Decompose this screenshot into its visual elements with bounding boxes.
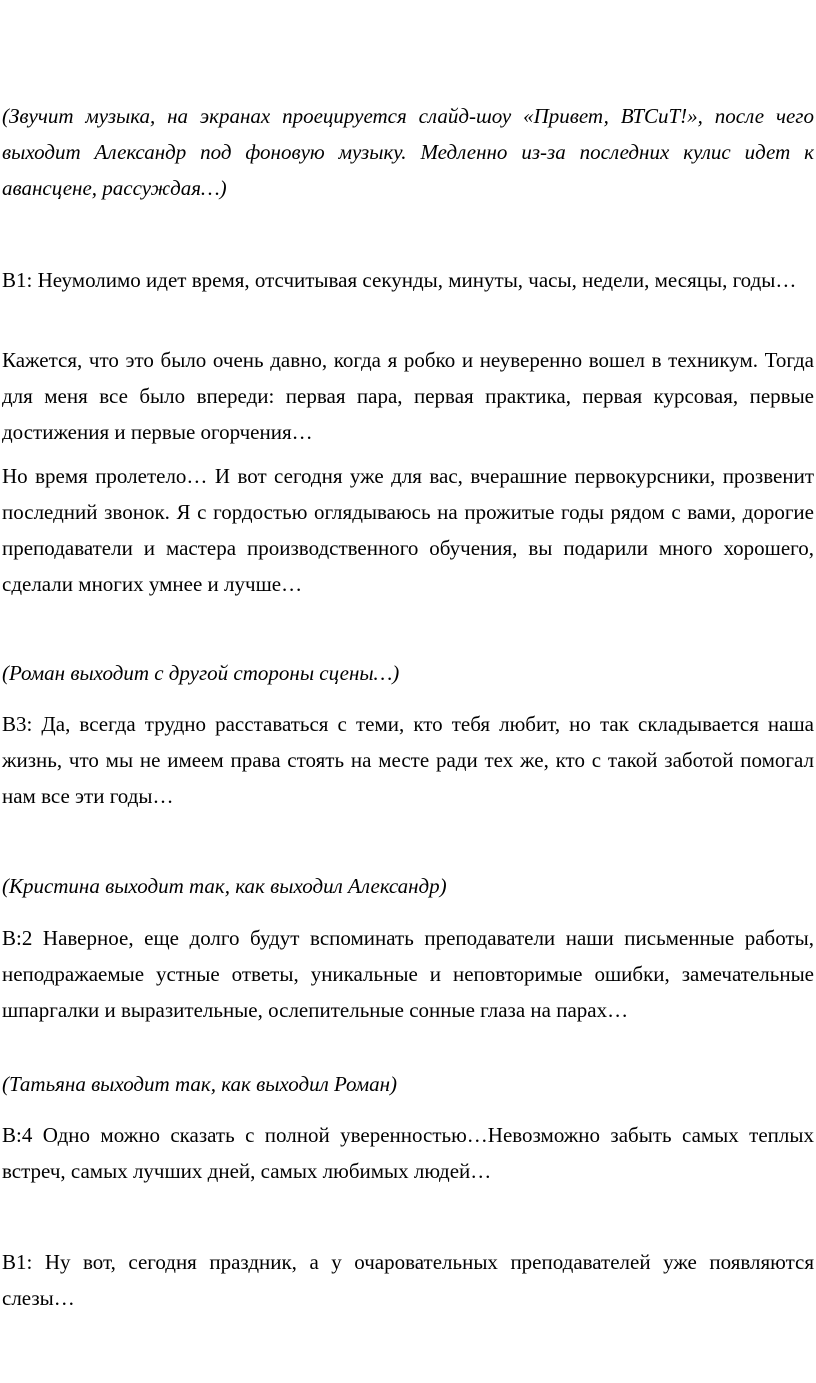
stage-direction: (Звучит музыка, на экранах проецируется слайд-шоу «Привет, ВТСиТ!», после чего выходит Александр под фоновую музыку. Медленно из-за последних кулис идет к авансцене, рассуждая…) <box>2 104 814 200</box>
speech-paragraph: В:2 Наверное, еще долго будут вспоминать преподаватели наши письменные работы, неподражаемые устные ответы, уникальные и неповторимые ошибки, замечательные шпаргалки и выразительные, ослепительные сонные глаза на парах… <box>2 926 814 1022</box>
speech-paragraph: В1: Ну вот, сегодня праздник, а у очаровательных преподавателей уже появляются слезы… <box>2 1250 814 1310</box>
speech-paragraph: Но время пролетело… И вот сегодня уже для вас, вчерашние первокурсники, прозвенит последний звонок. Я с гордостью оглядываюсь на прожитые годы рядом с вами, дорогие преподаватели и мастера производственного обучения, вы подарили много хорошего, сделали многих умнее и лучше… <box>2 464 814 596</box>
stage-direction: (Кристина выходит так, как выходил Александр) <box>2 874 447 898</box>
stage-direction: (Татьяна выходит так, как выходил Роман) <box>2 1072 398 1096</box>
speech-paragraph: В:4 Одно можно сказать с полной уверенностью…Невозможно забыть самых теплых встреч, самых лучших дней, самых любимых людей… <box>2 1123 814 1183</box>
speech-paragraph: Кажется, что это было очень давно, когда я робко и неуверенно вошел в техникум. Тогда для меня все было впереди: первая пара, первая практика, первая курсовая, первые достижения и первые огорчения… <box>2 348 814 444</box>
speech-paragraph: В3: Да, всегда трудно расставаться с теми, кто тебя любит, но так складывается наша жизнь, что мы не имеем права стоять на месте ради тех же, кто с такой заботой помогал нам все эти годы… <box>2 712 814 808</box>
stage-direction: (Роман выходит с другой стороны сцены…) <box>2 661 400 685</box>
speech-paragraph: В1: Неумолимо идет время, отсчитывая секунды, минуты, часы, недели, месяцы, годы… <box>2 268 797 292</box>
